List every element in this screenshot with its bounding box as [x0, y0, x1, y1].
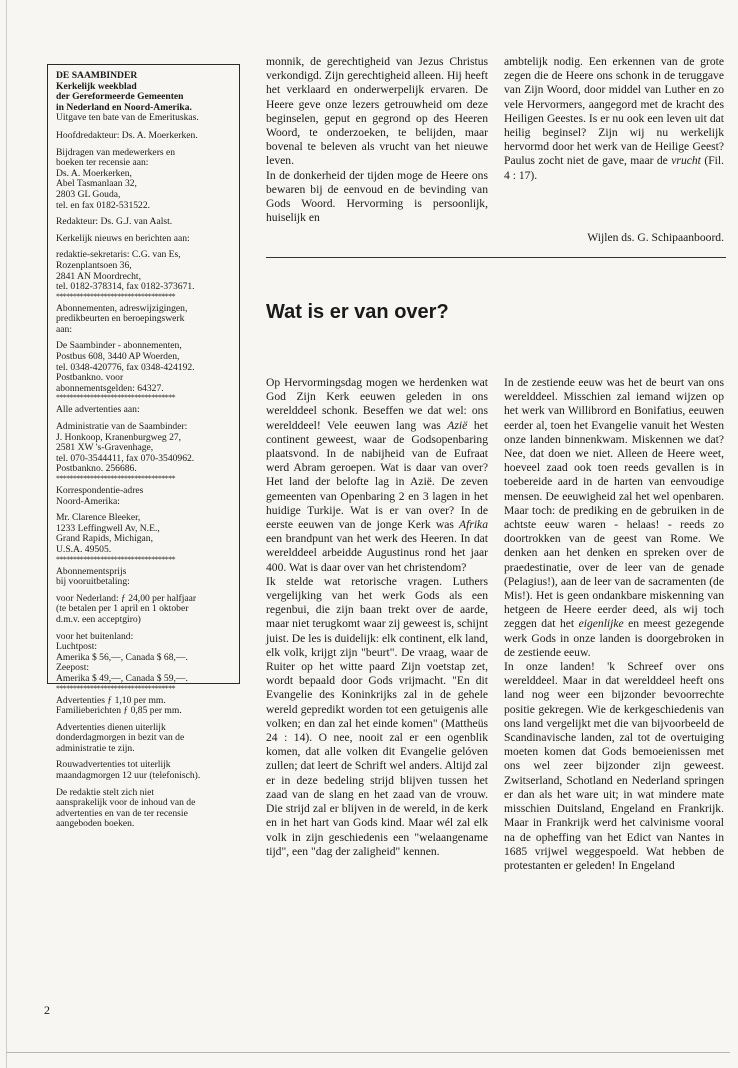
masthead-line: DE SAAMBINDER: [56, 70, 138, 81]
author-signature: Wijlen ds. G. Schipaanboord.: [587, 231, 724, 244]
contributions-address: Bijdragen van medewerkers en boeken ter recensie aan: Ds. A. Moerkerken, Abel Tasmanlaan 32, 2803 GL Gouda, tel. en fax 0182-531522.: [56, 146, 176, 211]
subscriptions-address: De Saambinder - abonnementen, Postbus 608, 3440 AP Woerden, tel. 0348-420776, fax 0348-424192. Postbankno. voor abonnementsgelden: 64327.: [56, 340, 195, 394]
star-divider: ***********************************: [56, 393, 176, 403]
paragraph: Op Hervormingsdag mogen we herdenken wat God Zijn Kerk eeuwen geleden in ons werelddeel schonk. Beseffen we dat wel: ons werelddeel! Vele eeuwen lang was Azië het continent geweest, waar de Godsopenbaring plaatsvond. In de nabijheid van de Eufraat werd Abram geroepen. Wat is daar van over? Het land der belofte lag in Azië. De zeven gemeenten van Openbaring 2 en 3 lagen in het huidige Turkije. Wat is er van over? In de eerste eeuwen van de jonge Kerk was Afrika een brandpunt van het werk des Heeren. In dat werelddeel arbeidde Augustinus rond het jaar 400. Wat is daar over van het christendom?: [266, 376, 488, 574]
article-title: Wat is er van over?: [266, 301, 449, 323]
star-divider: ***********************************: [56, 554, 176, 564]
star-divider: ***********************************: [56, 474, 176, 483]
paragraph: Ik stelde wat retorische vragen. Luthers vergelijking van het werk Gods als een regenbui, die zijn baan trekt over de aarde, maar niet terugkomt waar zij geweest is, schijnt juist. De les is duidelijk: elk continent, elk land, elk volk, krijgt zijn "beurt". De vraag, waar de Ruiter op het witte paard Zijn voetstap zet, wordt bepaald door Gods vrijmacht. "En dit Evangelie des Koninkrijks zal in de gehele wereld gepredikt worden tot een getuigenis alle volken; en dan zal het einde komen" (Mattheüs 24 : 14). O nee, nooit zal er een ogenblik komen, dat alle volken dit Evangelie gelóven zullen; dat leert de Schrift wel anders. Altijd zal er in deze bedeling strijd blijven tussen het zaad van de slang en het zaad van de vrouw. Die strijd zal er blijven in de wereld, in de kerk en in het hart van Gods kind. Maar wél zal elk volk in zijn geschiedenis een "welaangename tijd", een "dag der zaligheid" kennen.: [266, 574, 488, 858]
section-divider: [266, 257, 726, 258]
ads-heading: Alle advertenties aan:: [56, 404, 140, 416]
publisher-line: Uitgave ten bate van de Emerituskas.: [56, 112, 199, 124]
bottom-rule: [6, 1052, 730, 1053]
ads-address: Administratie van de Saambinder: J. Honkoop, Kranenburgweg 27, 2581 XW 's-Gravenhage, tel. 070-3544411, fax 070-3540962. Postbankno. 256686.: [56, 421, 195, 475]
paragraph: In de donkerheid der tijden moge de Heere ons bewaren bij de eenvoud en de bevinding van Gods Woord. Hervorming is persoonlijk, huiselijk en: [266, 168, 488, 225]
chief-editor: Hoofdredakteur: Ds. A. Moerkerken.: [56, 129, 198, 141]
star-divider: ***********************************: [56, 291, 176, 301]
paragraph: monnik, de gerechtigheid van Jezus Christus verkondigd. Zijn gerechtigheid alleen. Hij heeft het verklaard en onderwerpelijk ervaren. De Heere geve onze lezers getrouwheid om deze beginselen, geput en gegrond op des Heeren Woord, te onderzoeken, te belijden, maar bovenal te beleven als vrucht van het nieuwe leven.: [266, 55, 488, 168]
north-america-address: Mr. Clarence Bleeker, 1233 Leffingwell Av, N.E., Grand Rapids, Michigan, U.S.A. 49505.: [56, 512, 160, 555]
paragraph: In de zestiende eeuw was het de beurt van ons werelddeel. Misschien zal iemand wijzen op het werk van Willibrord en Bonifatius, eeuwen eerder al, toen het Evangelie vanuit het Westen onze landen binnenkwam. Miskennen we dat? Nee, dat doen we niet. Alleen de Heere weet, hoeveel zaad ook toen reeds gevallen is in toebereide aard in de harten van eenvoudige mensen. De eeuwigheid zal het wel openbaren. Maar toch: de prediking en de gebruiken in de achtste eeuw waren - helaas! - reeds zo doortrokken van de geest van Rome. We denken aan het denken en spreken over de praedestinatie, over de leer van de genade (Pelagius!), aan de leer van de sacramenten (de Mis!). Het is geen ondankbare miskenning van hetgeen de Heere eerder deed, als wij toch zeggen dat het eigenlijke en meest gezegende werk Gods in onze landen is doorgebroken in de zestiende eeuw.: [504, 376, 724, 659]
masthead-line: der Gereformeerde Gemeenten: [56, 91, 184, 103]
price-netherlands: voor Nederland: ƒ 24,00 per halfjaar (te betalen per 1 april en 1 oktober d.m.v. een acceptgiro): [56, 592, 197, 625]
mourning-ad-deadline: Rouwadvertenties tot uiterlijk maandagmorgen 12 uur (telefonisch).: [56, 759, 201, 782]
masthead-line: Kerkelijk weekblad: [56, 80, 137, 92]
emphasis: Azië: [447, 418, 468, 432]
ad-rates: Advertenties ƒ 1,10 per mm. Familieberichten ƒ 0,85 per mm.: [56, 694, 182, 717]
north-america-heading: Korrespondentie-adres Noord-Amerika:: [56, 485, 144, 507]
emphasis: Afrika: [459, 518, 488, 532]
continued-article-column-2: [504, 55, 724, 183]
ad-deadline: Advertenties dienen uiterlijk donderdagmorgen in bezit van de administratie te zijn.: [56, 721, 185, 754]
masthead-line: in Nederland en Noord-Amerika.: [56, 101, 192, 113]
article-column-1: [266, 376, 488, 859]
price-heading: Abonnementsprijs bij vooruitbetaling:: [56, 565, 130, 588]
paragraph: ambtelijk nodig. Een erkennen van de grote zegen die de Heere ons schonk in de teruggave van Zijn Woord, door middel van Luther en zo vele Hervormers, aangegord met de kracht des Heiligen Geestes. Is er nu ook een leven uit dat heilig beginsel? Zijn wij nu werkelijk hervormd door het werk van de Heilige Geest? Paulus zocht niet de gave, maar de vrucht (Fil. 4 : 17).: [504, 55, 724, 182]
page-number: 2: [44, 1003, 50, 1017]
paragraph: In onze landen! 'k Schreef over ons werelddeel. Maar in dat werelddeel heeft ons land nog weer een bijzonder bevoorrechte positie gekregen. Wie de kerkgeschiedenis van ons land vergelijkt met die van bijvoorbeeld de Scandinavische landen, zal tot de overtuiging moeten komen dat Gods bemoeienissen met ons wel zeer bijzonder zijn geweest. Zwitserland, Schotland en Nederland springen er dan als het ware uit; in wat mindere mate misschien Duitsland, Engeland en Frankrijk. Maar in Frankrijk werd het calvinisme vooral na de opheffing van het Edict van Nantes in 1685 vrijwel weggespoeld. Wat hebben de protestanten er geleden! In Engeland: [504, 660, 724, 872]
subscriptions-heading: Abonnementen, adreswijzigingen, predikbeurten en beroepingswerk aan:: [56, 302, 188, 335]
editor: Redakteur: Ds. G.J. van Aalst.: [56, 216, 173, 228]
colophon-title: [56, 71, 231, 124]
church-news-heading: Kerkelijk nieuws en berichten aan:: [56, 232, 190, 244]
emphasis: eigenlijke: [578, 617, 624, 631]
article-column-2: [504, 376, 724, 873]
church-news-address: redaktie-sekretaris: C.G. van Es, Rozenplantsoen 36, 2841 AN Moordrecht, tel. 0182-378314, fax 0182-373671.: [56, 249, 195, 293]
disclaimer: De redaktie stelt zich niet aansprakelijk voor de inhoud van de advertenties en van de ter recensie aangeboden boeken.: [56, 786, 196, 830]
continued-article-column-1: [266, 55, 488, 225]
star-divider: ***********************************: [56, 683, 176, 693]
colophon-box: [47, 64, 240, 830]
emphasis: vrucht: [671, 154, 701, 168]
price-abroad: voor het buitenland: Luchtpost: Amerika $ 56,—, Canada $ 68,—. Zeepost: Amerika $ 49,—, Canada $ 59,—.: [56, 630, 188, 684]
